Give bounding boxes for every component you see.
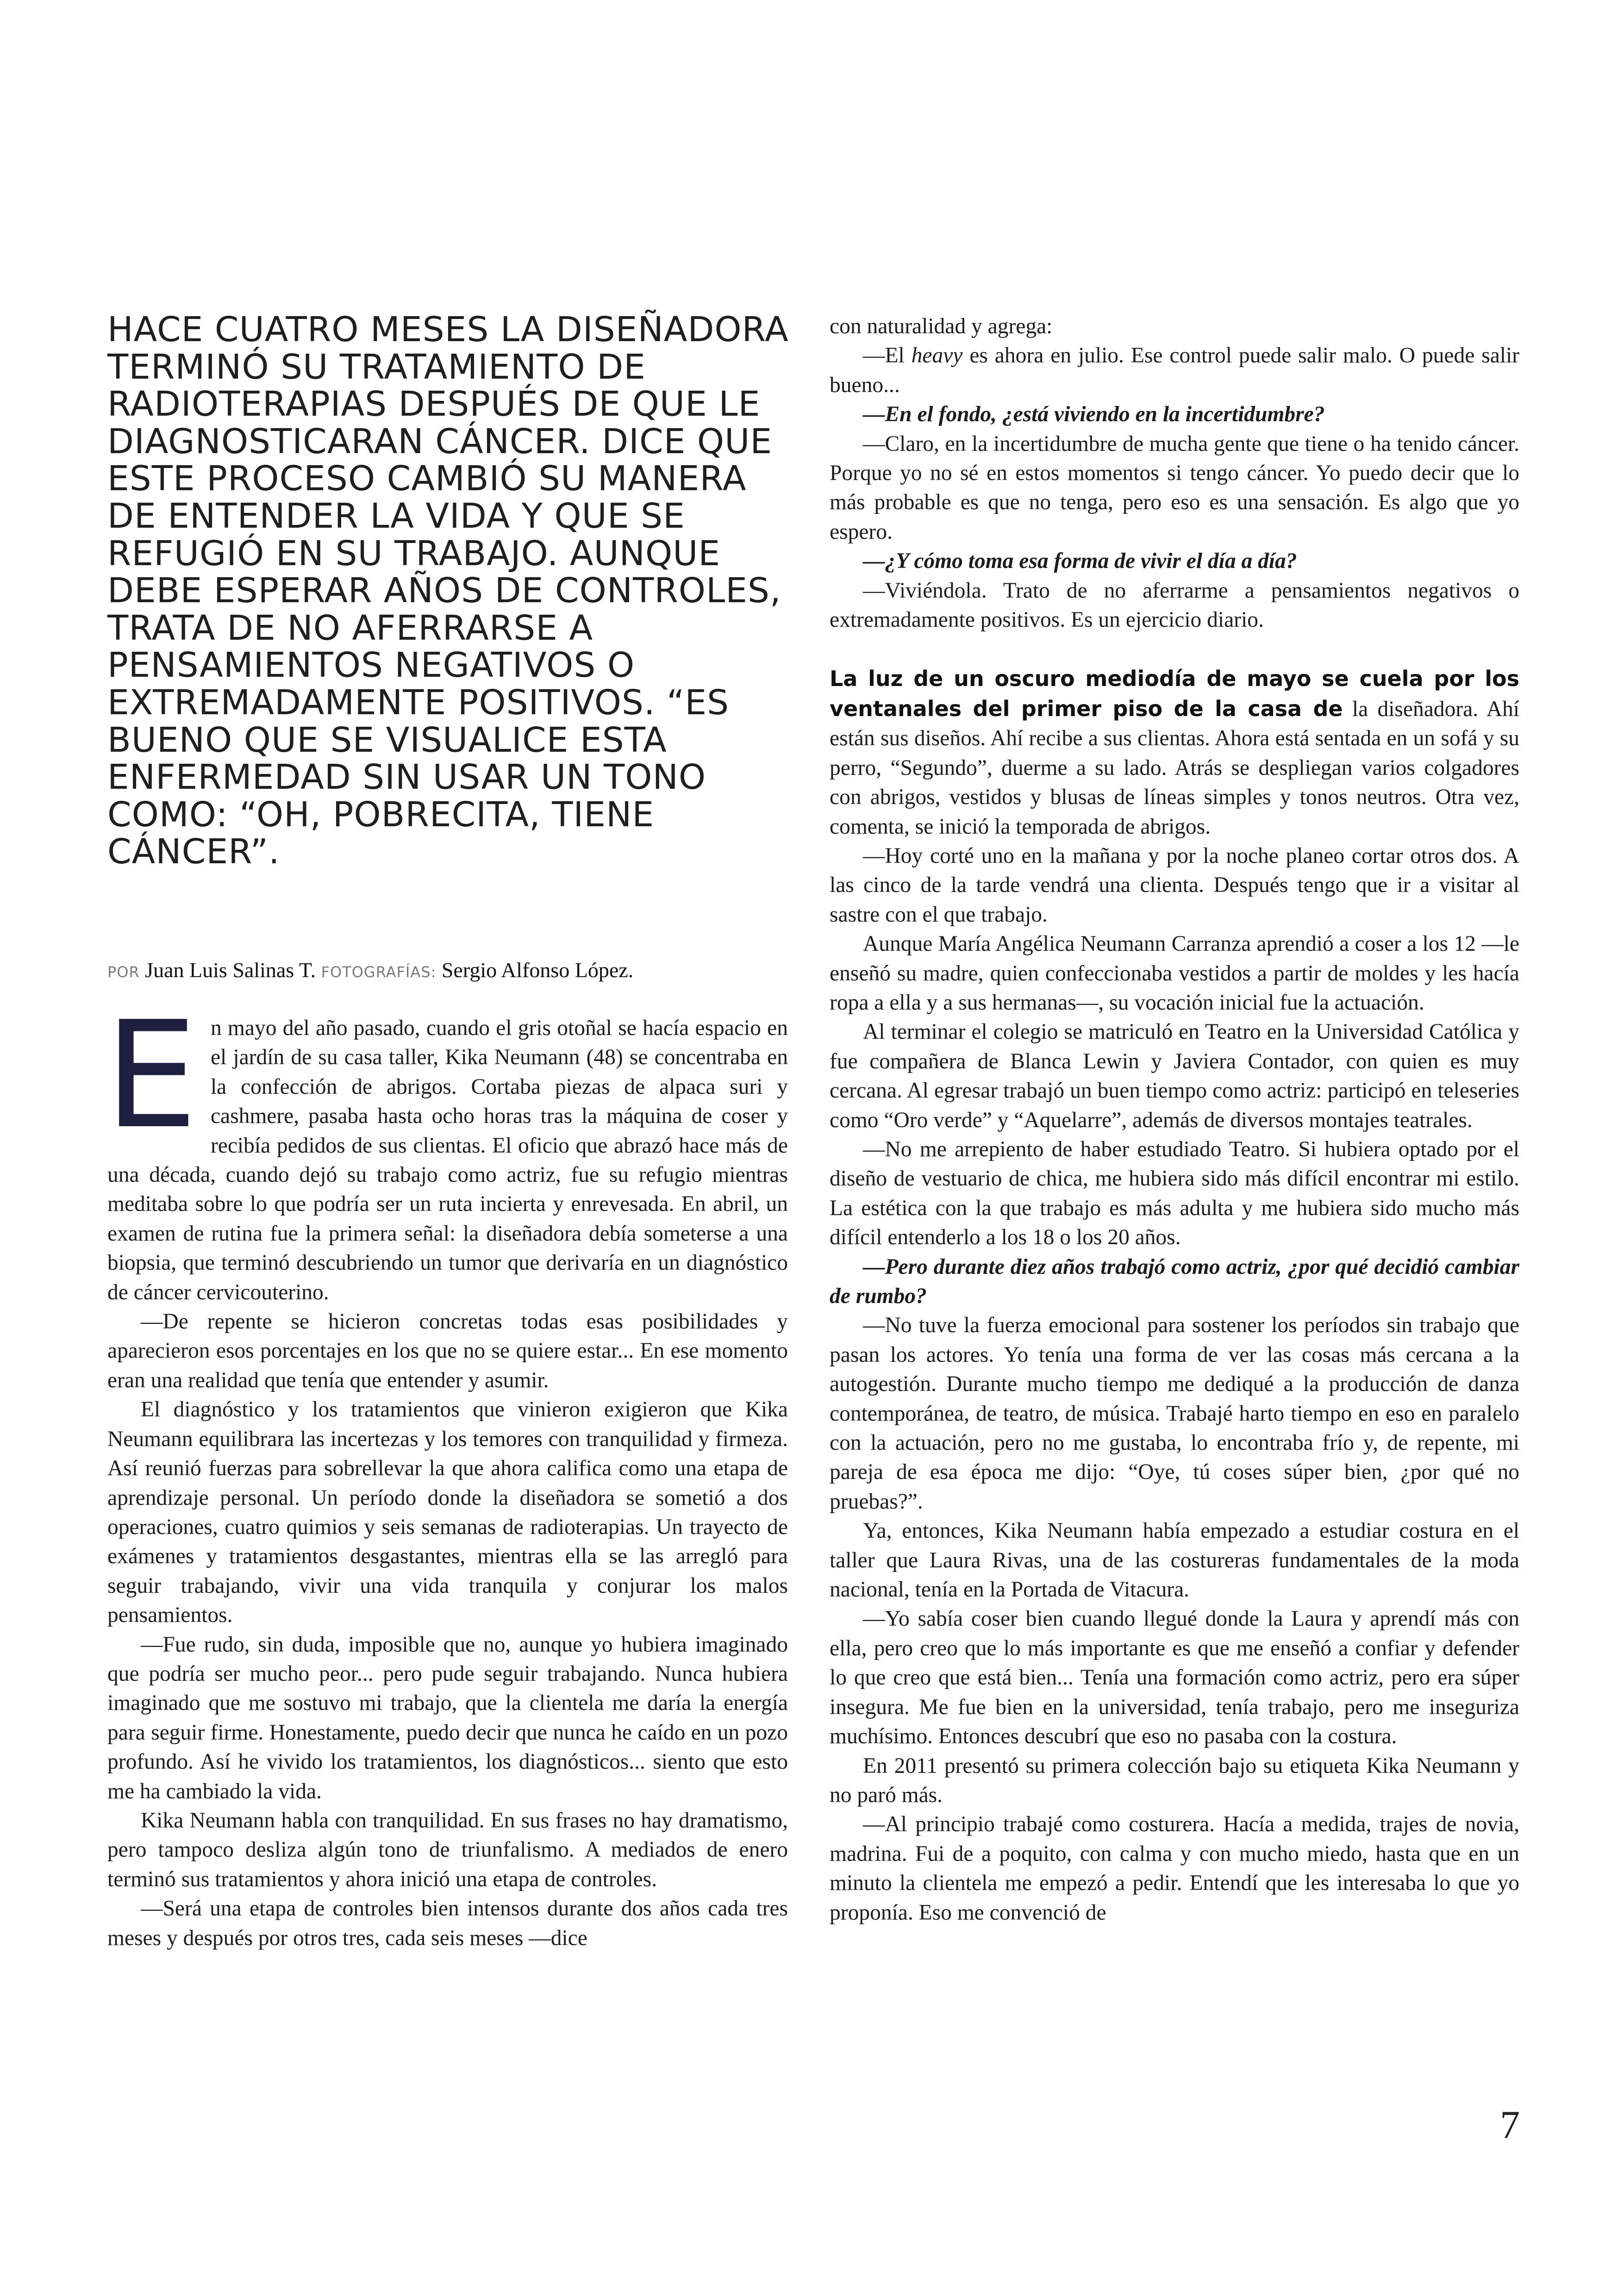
body-paragraph: —De repente se hicieron concretas todas esas posibilidades y aparecieron esos porcentajes en los que no se quiere estar... En ese momento eran una realidad que tenía que entender y asumir.: [107, 1310, 788, 1392]
byline: [107, 957, 793, 985]
section-lead-in: La luz de un oscuro mediodía de mayo se cuela por los ventanales del primer piso de la casa de: [830, 666, 1519, 721]
paragraph-text: —El: [863, 343, 912, 368]
italic-word: heavy: [911, 343, 963, 368]
body-paragraph: con naturalidad y agrega:: [830, 314, 1053, 338]
body-paragraph: [105, 990, 788, 1307]
body-paragraph: —Hoy corté uno en la mañana y por la noche planeo cortar otros dos. A las cinco de la tarde vendrá una clienta. Después tengo que ir a visitar al sastre con el que trabajo.: [830, 843, 1519, 927]
page-number: 7: [1500, 2102, 1520, 2147]
body-paragraph: Kika Neumann habla con tranquilidad. En sus frases no hay dramatismo, pero tampoco desliza algún tono de triunfalismo. A mediados de enero terminó sus tratamientos y ahora inició una etapa de controles.: [107, 1808, 788, 1891]
section-lead-paragraph: [830, 664, 1519, 841]
body-paragraph: Aunque María Angélica Neumann Carranza aprendió a coser a los 12 —le enseñó su madre, quien confeccionaba vestidos a partir de moldes y les hacía ropa a ella y a sus hermanas—, su vocación inicial fue la actuación.: [830, 932, 1519, 1015]
body-paragraph: —Claro, en la incertidumbre de mucha gente que tiene o ha tenido cáncer. Porque yo no sé en estos momentos si tengo cáncer. Yo puedo decir que lo más probable es que no tenga, pero eso es una sensación. Es algo que yo espero.: [830, 431, 1519, 544]
byline-label-fotografias: FOTOGRAFÍAS:: [321, 963, 437, 981]
body-paragraph: —Fue rudo, sin duda, imposible que no, aunque yo hubiera imaginado que podría ser mucho peor... pero pude seguir trabajando. Nunca hubiera imaginado que me sostuvo mi trabajo, que la clientela me daría la energía para seguir firme. Honestamente, puedo decir que nunca he caído en un pozo profundo. Así he vivido los tratamientos, los diagnósticos... siento que esto me ha cambiado la vida.: [107, 1632, 788, 1803]
lead-paragraph: HACE CUATRO MESES LA DISEÑADORA TERMINÓ SU TRATAMIENTO DE RADIOTERAPIAS DESPUÉS DE QUE LE DIAGNOSTICARAN CÁNCER. DICE QUE ESTE PROCESO CAMBIÓ SU MANERA DE ENTENDER LA VIDA Y QUE SE REFUGIÓ EN SU TRABAJO. AUNQUE DEBE ESPERAR AÑOS DE CONTROLES, TRATA DE NO AFERRARSE A PENSAMIENTOS NEGATIVOS O EXTREMADAMENTE POSITIVOS. “ES BUENO QUE SE VISUALICE ESTA ENFERMEDAD SIN USAR UN TONO COMO: “OH, POBRECITA, TIENE CÁNCER”.: [107, 310, 789, 872]
paragraph-text: la diseñadora. Ahí están sus diseños. Ahí recibe a sus clientas. Ahora está sentada en un sofá y su perro, “Segundo”, duerme a su lado. Atrás se despliegan varios colgadores con abrigos, vestidos y blusas de líneas simples y tonos neutros. Otra vez, comenta, se inició la temporada de abrigos.: [830, 697, 1519, 839]
body-paragraph: En 2011 presentó su primera colección bajo su etiqueta Kika Neumann y no paró más.: [830, 1753, 1519, 1807]
interview-question: —Pero durante diez años trabajó como actriz, ¿por qué decidió cambiar de rumbo?: [830, 1254, 1519, 1308]
byline-author: Juan Luis Salinas T.: [145, 958, 316, 982]
body-paragraph: Ya, entonces, Kika Neumann había empezado a estudiar costura en el taller que Laura Rivas, una de las costureras fundamentales de la moda nacional, tenía en la Portada de Vitacura.: [830, 1519, 1519, 1602]
byline-label-por: POR: [107, 963, 140, 981]
drop-cap: E: [105, 990, 198, 1161]
paragraph-text: n mayo del año pasado, cuando el gris otoñal se hacía espacio en el jardín de su casa taller, Kika Neumann (48) se concentraba en la confección de abrigos. Cortaba piezas de alpaca suri y cashmere, pasaba hasta ocho horas tras la máquina de coser y recibía pedidos de sus clientas. El oficio que abrazó hace más de una década, cuando dejó su trabajo como actriz, fue su refugio mientras meditaba sobre lo que podría ser un ruta incierta y enrevesada. En abril, un examen de rutina fue la primera señal: la diseñadora debía someterse a una biopsia, que terminó descubriendo un tumor que derivaría en un diagnóstico de cáncer cervicouterino.: [107, 1016, 788, 1304]
body-paragraph: —Viviéndola. Trato de no aferrarme a pensamientos negativos o extremadamente positivos. Es un ejercicio diario.: [830, 578, 1519, 632]
article-column-right: [830, 312, 1519, 1927]
body-paragraph: —Será una etapa de controles bien intensos durante dos años cada tres meses y después por otros tres, cada seis meses —dice: [107, 1896, 788, 1950]
body-paragraph: —No tuve la fuerza emocional para sostener los períodos sin trabajo que pasan los actores. Yo tenía una forma de ver las cosas más cercana a la autogestión. Durante mucho tiempo me dediqué a la producción de danza contemporánea, de teatro, de música. Trabajé harto tiempo en eso en paralelo con la actuación, pero no me gustaba, lo encontraba frío y, de repente, mi pareja de esa época me dijo: “Oye, tú coses súper bien, ¿por qué no pruebas?”.: [830, 1313, 1519, 1514]
body-paragraph: —No me arrepiento de haber estudiado Teatro. Si hubiera optado por el diseño de vestuario de chica, me hubiera sido más difícil encontrar mi estilo. La estética con la que trabajo es más adulta y me hubiera sido mucho más difícil entenderlo a los 18 o los 20 años.: [830, 1137, 1519, 1250]
interview-question: —¿Y cómo toma esa forma de vivir el día a día?: [863, 549, 1297, 574]
interview-question: —En el fondo, ¿está viviendo en la incertidumbre?: [863, 402, 1325, 427]
body-paragraph: —Al principio trabajé como costurera. Hacía a medida, trajes de novia, madrina. Fui de a poquito, con calma y con mucho miedo, hasta que en un minuto la clientela me empezó a pedir. Entendí que les interesaba lo que yo proponía. Eso me convenció de: [830, 1812, 1519, 1925]
byline-photographer: Sergio Alfonso López.: [441, 958, 634, 982]
body-paragraph: Al terminar el colegio se matriculó en Teatro en la Universidad Católica y fue compañera de Blanca Lewin y Javiera Contador, con quien es muy cercana. Al egresar trabajó un buen tiempo como actriz: participó en teleseries como “Oro verde” y “Aquelarre”, además de diversos montajes teatrales.: [830, 1020, 1519, 1132]
body-paragraph: El diagnóstico y los tratamientos que vinieron exigieron que Kika Neumann equilibrara las incertezas y los temores con tranquilidad y firmeza. Así reunió fuerzas para sobrellevar la que ahora califica como una etapa de aprendizaje personal. Un período donde la diseñadora se sometió a dos operaciones, cuatro quimios y seis semanas de radioterapias. Un trayecto de exámenes y tratamientos desgastantes, mientras ella se las arregló para seguir trabajando, vivir una vida tranquila y conjurar los malos pensamientos.: [107, 1397, 788, 1628]
paragraph-text: es ahora en julio. Ese control puede salir malo. O puede salir bueno...: [830, 343, 1519, 397]
body-paragraph: [830, 341, 1519, 400]
article-column-left: [105, 990, 788, 1953]
body-paragraph: —Yo sabía coser bien cuando llegué donde la Laura y aprendí más con ella, pero creo que lo más importante es que me enseñó a confiar y defender lo que creo que está bien... Tenía una formación como actriz, pero era súper insegura. Me fue bien en la universidad, tenía trabajo, pero me inseguriza muchísimo. Entonces descubrí que eso no pasaba con la costura.: [830, 1607, 1519, 1749]
